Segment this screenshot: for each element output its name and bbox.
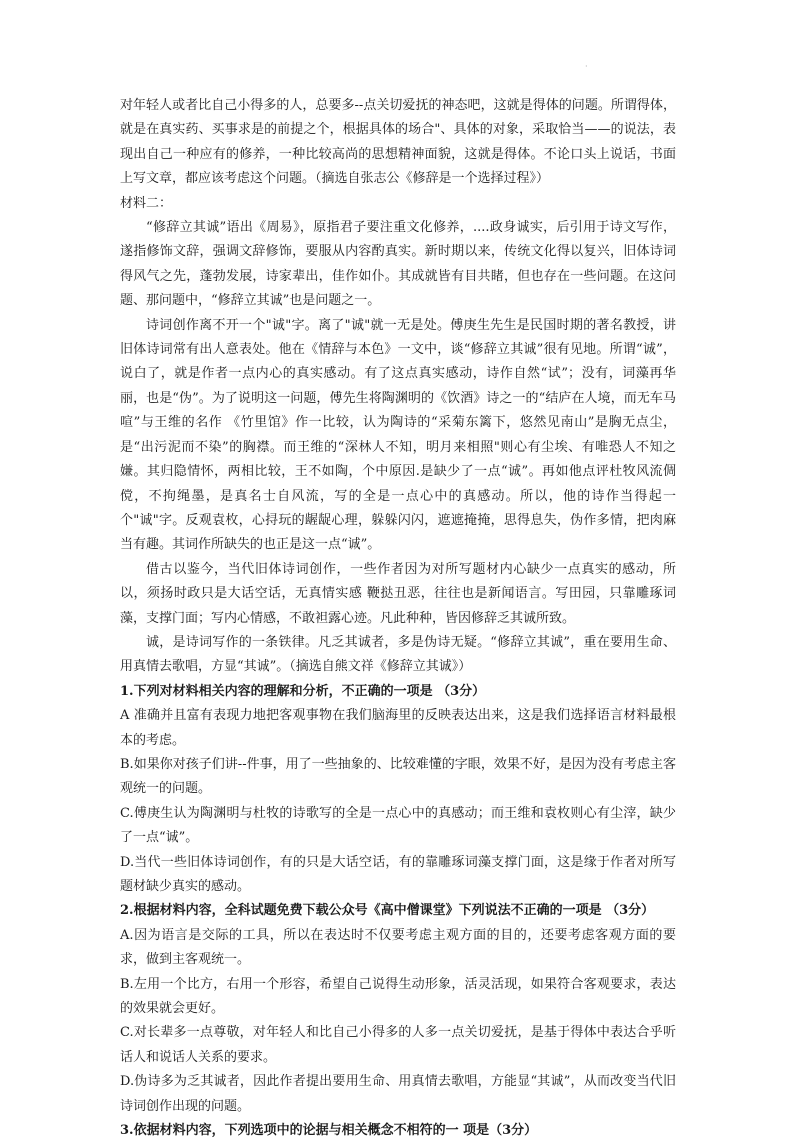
question-stem: 2.根据材料内容，全科试题免费下载公众号《高中僧课堂》下列说法不正确的一项是 （3分） bbox=[120, 903, 655, 919]
text-paragraph: A.因为语言是交际的工具，所以在表达时不仅要考虑主观方面的目的，还要考虑客观方面的要求，做到主客观统一。 bbox=[120, 927, 676, 968]
body-paragraph: 诗词创作离不开一个"诚"字。离了"诚"就一无是处。傅庚生先生是民国时期的著名教授，讲旧体诗词常有出人意表处。他在《情辞与本色》一文中，谈“修辞立其诚”很有见地。所谓“诚”，说白了，就是作者一点内心的真实感动。有了这点真实感动，诗作自然“试”；没有，词藻再华丽，也是“伪”。为了说明这一问题，傅先生将陶渊明的《饮酒》诗之一的“结庐在人境，而无车马喧”与王维的名作 《竹里馆》作一比较，认为陶诗的“采菊东篱下，悠然见南山”是胸无点尘，是“出污泥而不染”的胸襟。而王维的“深林人不知，明月来相照"则心有尘埃、有唯恐人不知之嫌。其归隐情怀，两相比较，王不如陶，个中原因.是缺少了一点“诚”。再如他点评杜牧风流倜傥，不拘绳墨，是真名士自风流，写的全是一点心中的真感动。所以，他的诗作当得起一个"诚"字。反观袁枚，心挦玩的龌龊心理，躲躲闪闪，遮遮掩掩，思得息失，伪作多情，把肉麻当有趣。其词作所缺失的也正是这一点“诚”。 bbox=[120, 317, 676, 553]
text-paragraph: D.当代一些旧体诗词创作，有的只是大话空话，有的靠雕琢词藻支撑门面，这是缘于作者对所写题材缺少真实的感动。 bbox=[120, 854, 676, 894]
text-paragraph: C.傅庚生认为陶渊明与杜牧的诗歌写的全是一点心中的真感动；而王维和袁枚则心有尘滓，缺少了一点“诚”。 bbox=[120, 805, 676, 846]
corner-mark: · bbox=[585, 62, 588, 71]
text-paragraph: C.对长辈多一点尊敬，对年轻人和比自己小得多的人多一点关切爱抚，是基于得体中表达合乎听话人和说话人关系的要求。 bbox=[120, 1025, 676, 1065]
text-paragraph: A 准确并且富有表现力地把客观事物在我们脑海里的反映表达出来，这是我们选择语言材料最根本的考虑。 bbox=[120, 708, 676, 748]
text-paragraph: B.左用一个比方，右用一个形容，希望自己说得生动形象，活灵活现，如果符合客观要求，表达的效果就会更好。 bbox=[120, 976, 676, 1017]
text-paragraph: B.如果你对孩子们讲--件事，用了一些抽象的、比较难懂的字眼，效果不好，是因为没有考虑主客观统一的问题。 bbox=[120, 756, 676, 797]
body-paragraph: “修辞立其诚”语出《周易》，原指君子要注重文化修养，....政身诚实，后引用于诗文写作，遂指修饰文辞，强调文辞修饰，要服从内容酌真实。新时期以来，传统文化得以复兴，旧体诗词得风气之先，蓬勃发展，诗家辈出，佳作如仆。其成就皆有目共睹，但也存在一些问题。在这问题、那问题中，“修辞立其诚”也是问题之一。 bbox=[120, 220, 676, 309]
text-paragraph: 材料二： bbox=[120, 195, 173, 211]
question-stem: 3.依据材料内容，下列选项中的论据与相关概念不相符的一 项是（3分） bbox=[120, 1123, 538, 1139]
body-paragraph: 借古以鉴今，当代旧体诗词创作，一些作者因为对所写题材内心缺少一点真实的感动，所以，须扬时政只是大话空话，无真情实感 鞭挞丑恶，往往也是新闻语言。写田园，只靠雕琢词藻，支撑门面；写内心情感，不敢袒露心迹。凡此种种，皆因修辞乏其诚所致。 bbox=[120, 561, 676, 626]
text-paragraph: 对年轻人或者比自己小得多的人，总要多--点关切爱抚的神态吧，这就是得体的问题。所谓得体，就是在真实药、买事求是的前提之个，根据具体的场合"、具体的对象，采取恰当——的说法，表现出自己一种应有的修养，一种比较高尚的思想精神面貌，这就是得体。不论口头上说话，书面上写文章，都应该考虑这个问题。（摘选自张志公《修辞是一个选择过程》） bbox=[120, 98, 676, 187]
text-paragraph: D.伪诗多为乏其诚者，因此作者提出要用生命、用真情去歌唱，方能显“其诚”，从而改变当代旧诗词创作出现的问题。 bbox=[120, 1074, 676, 1114]
question-stem: 1.下列对材料相关内容的理解和分析，不正确的一项是 （3分） bbox=[120, 683, 486, 699]
document-body bbox=[120, 94, 676, 1143]
body-paragraph: 诚，是诗词写作的一条铁律。凡乏其诚者，多是伪诗无疑。“修辞立其诚”，重在要用生命、用真情去歌唱，方显“其诚”。（摘选自熊文祥《修辞立其诚》） bbox=[120, 634, 676, 675]
